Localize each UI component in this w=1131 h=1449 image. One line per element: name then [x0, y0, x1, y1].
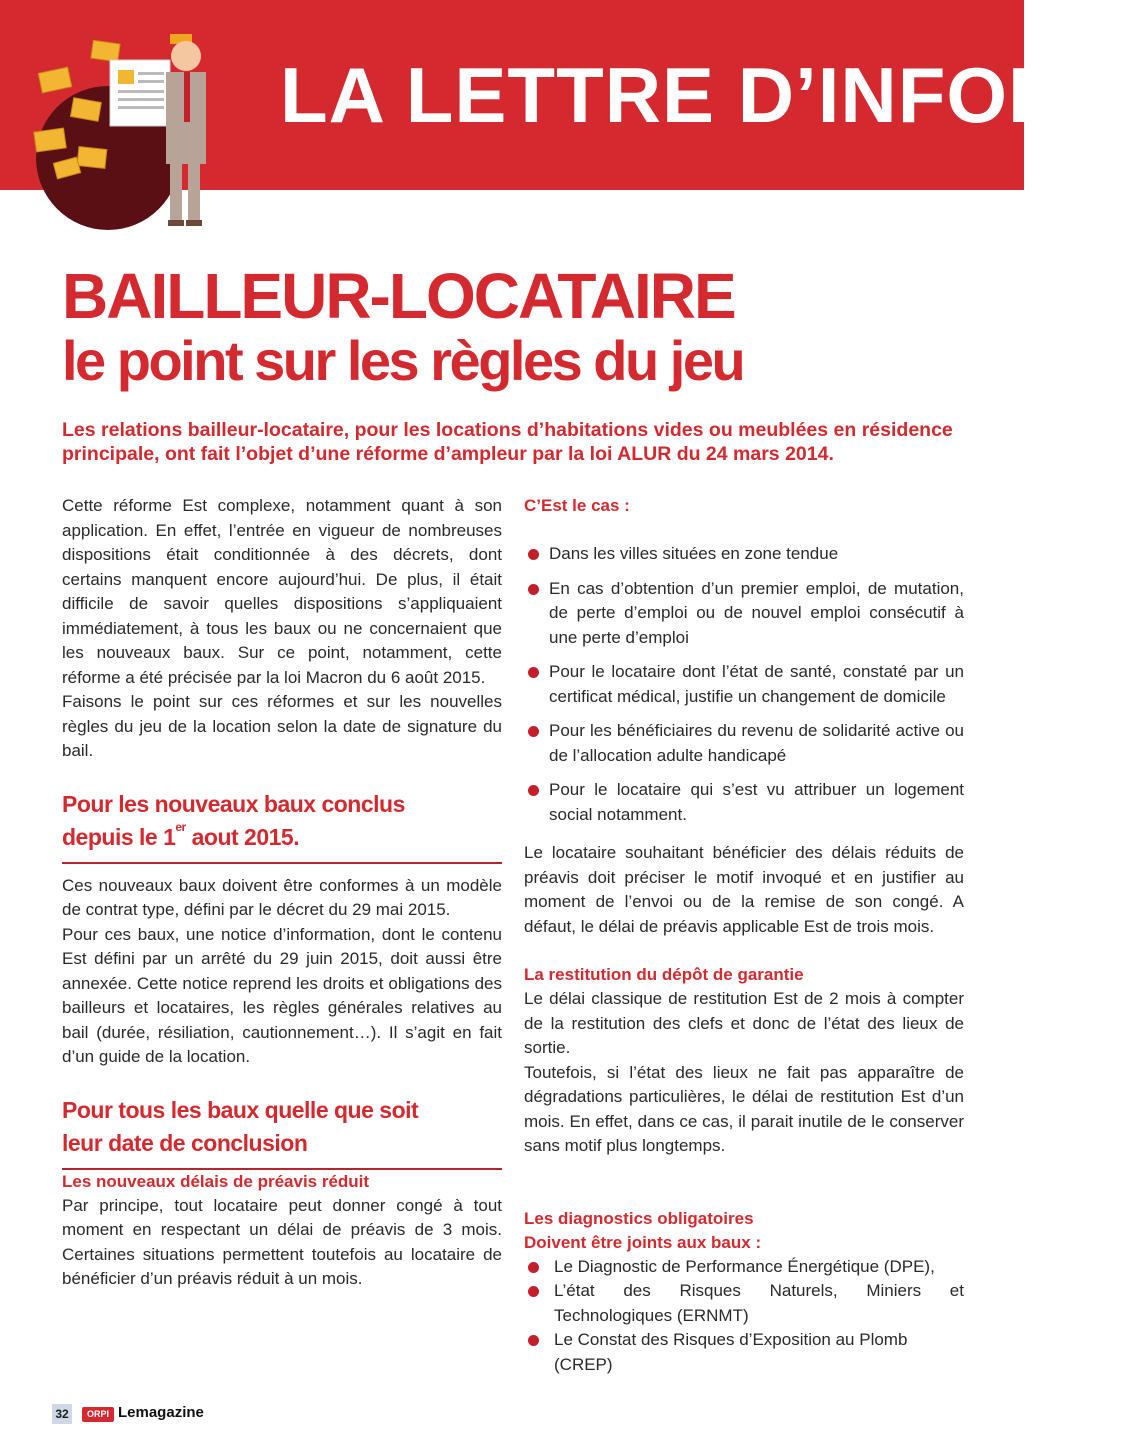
- paragraph: Pour ces baux, une notice d’information, dont le contenu Est défini par un arrêté du 29 juin 2015, doit aussi être annexée. Cette notice reprend les droits et obligations des bailleurs et locataires, les règles générales relatives au bail (durée, résiliation, cautionnement…). Il s’agit en fait d’un guide de la location.: [62, 924, 502, 1066]
- list-item: Le Diagnostic de Performance Énergétique (DPE),: [524, 1255, 964, 1280]
- headline-line-1: BAILLEUR-LOCATAIRE: [62, 260, 735, 332]
- diagnostics-list: [524, 1255, 964, 1378]
- paragraph: Ces nouveaux baux doivent être conformes à un modèle de contrat type, défini par le décret du 29 mai 2015.: [62, 875, 502, 919]
- right-column: [524, 494, 964, 1377]
- newsletter-illustration: [30, 30, 280, 230]
- list-item: Pour le locataire dont l’état de santé, constaté par un certificat médical, justifie un changement de domicile: [524, 660, 964, 709]
- section-heading-new-leases: [62, 788, 502, 864]
- banner-title: LA LETTRE D’INFORM: [280, 51, 1131, 139]
- subheading-notice-periods: Les nouveaux délais de préavis réduit: [62, 1171, 370, 1191]
- magazine-name: Lemagazine: [118, 1404, 204, 1421]
- section-heading-line: aout 2015.: [185, 823, 300, 850]
- headline-line-2: le point sur les règles du jeu: [62, 329, 744, 392]
- list-item: Pour les bénéficiaires du revenu de solidarité active ou de l’allocation adulte handicapé: [524, 719, 964, 768]
- subheading-diagnostics-required: Doivent être joints aux baux :: [524, 1232, 762, 1252]
- paragraph: Par principe, tout locataire peut donner congé à tout moment en respectant un délai de préavis de 3 mois. Certaines situations permettent toutefois au locataire de bénéficier d’un préavis réduit à un mois.: [62, 1195, 502, 1288]
- list-item: Dans les villes situées en zone tendue: [524, 542, 964, 567]
- list-item: Pour le locataire qui s’est vu attribuer un logement social notamment.: [524, 778, 964, 827]
- section-heading-line: depuis le 1: [62, 823, 176, 850]
- section-heading-line: Pour les nouveaux baux conclus: [62, 790, 405, 817]
- subheading-deposit-return: La restitution du dépôt de garantie: [524, 965, 804, 984]
- section-heading-all-leases: [62, 1094, 502, 1170]
- subheading-diagnostics: Les diagnostics obligatoires: [524, 1208, 754, 1228]
- paragraph: Cette réforme Est complexe, notamment quant à son application. En effet, l’entrée en vigueur de nombreuses dispositions était conditionnée à des décrets, dont certains manquent encore aujourd’hui. De plus, il était difficile de savoir quelles dispositions s’appliquaient immédiatement, à tous les baux ou ne concernaient que les nouveaux baux. Sur ce point, notamment, cette réforme a été précisée par la loi Macron du 6 août 2015.: [62, 496, 502, 687]
- page-headline: [62, 262, 743, 392]
- page-number: 32: [52, 1404, 72, 1424]
- paragraph: Le locataire souhaitant bénéficier des délais réduits de préavis doit préciser le motif invoqué et en justifier au moment de l’envoi ou de la remise de son congé. A défaut, le délai de préavis applicable Est de trois mois.: [524, 843, 964, 936]
- intro-paragraph: Les relations bailleur-locataire, pour les locations d’habitations vides ou meublées en résidence principale, ont fait l’objet d’une réforme d’ampleur par la loi ALUR du 24 mars 2014.: [62, 419, 953, 465]
- newsletter-document-icon: [110, 60, 170, 126]
- paragraph: Le délai classique de restitution Est de 2 mois à compter de la restitution des clefs et donc de l’état des lieux de sortie.: [524, 989, 964, 1057]
- section-heading-line: Pour tous les baux quelle que soit: [62, 1096, 419, 1123]
- paragraph: Faisons le point sur ces réformes et sur les nouvelles règles du jeu de la location selon la date de signature du bail.: [62, 692, 502, 760]
- list-item: Le Constat des Risques d’Exposition au Plomb (CREP): [524, 1328, 964, 1377]
- paragraph: Toutefois, si l’état des lieux ne fait pas apparaître de dégradations particulières, le délai de restitution Est d’un mois. En effet, dans ce cas, il parait inutile de le conserver sans motif plus longtemps.: [524, 1062, 964, 1155]
- subheading-cases: C’Est le cas :: [524, 496, 630, 515]
- cases-list: [524, 542, 964, 827]
- list-item: L’état des Risques Naturels, Miniers et Technologiques (ERNMT): [524, 1279, 964, 1328]
- list-item: En cas d’obtention d’un premier emploi, de mutation, de perte d’emploi ou de nouvel emploi consécutif à une perte d’emploi: [524, 577, 964, 651]
- orpi-logo: ORPI: [82, 1407, 114, 1422]
- left-column: [62, 494, 502, 1292]
- businessman-illustration: [166, 34, 206, 226]
- section-heading-line: leur date de conclusion: [62, 1129, 308, 1156]
- superscript: er: [175, 819, 186, 834]
